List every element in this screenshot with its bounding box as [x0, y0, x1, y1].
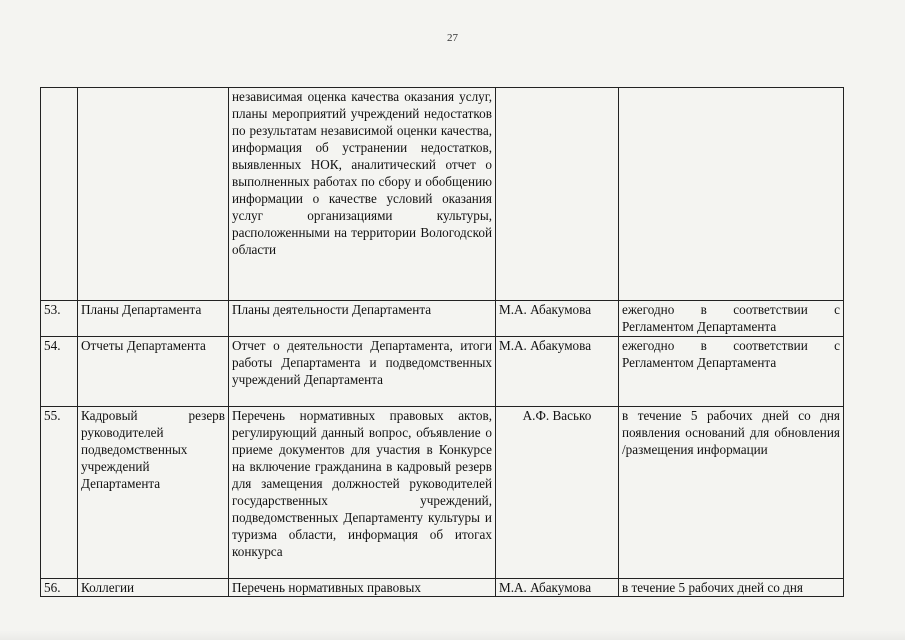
responsible-cell: М.А. Абакумова	[496, 337, 619, 407]
deadline-cell: ежегодно в соответствии с Регламентом Департамента	[619, 301, 844, 337]
table-row	[41, 337, 844, 407]
table-row	[41, 88, 844, 301]
section-name	[78, 88, 229, 301]
documents-cell: Перечень нормативных правовых актов, регулирующий данный вопрос, объявление о приеме документов для участия в Конкурсе на включение гражданина в кадровый резерв для замещения должностей руководителей государственных учреждений, подведомственных Департаменту культуры и туризма области, информация об итогах конкурса	[229, 407, 496, 579]
documents-cell: Перечень нормативных правовых	[229, 579, 496, 597]
row-number: 54.	[41, 337, 78, 407]
row-number	[41, 88, 78, 301]
responsible-cell: М.А. Абакумова	[496, 301, 619, 337]
documents-cell: Планы деятельности Департамента	[229, 301, 496, 337]
deadline-cell	[619, 88, 844, 301]
deadline-cell: в течение 5 рабочих дней со дня появления оснований для обновления /размещения информации	[619, 407, 844, 579]
table-row	[41, 579, 844, 597]
page-edge-shadow	[0, 630, 905, 640]
table-row	[41, 301, 844, 337]
row-number: 56.	[41, 579, 78, 597]
deadline-cell: в течение 5 рабочих дней со дня	[619, 579, 844, 597]
responsible-cell	[496, 88, 619, 301]
documents-cell: Отчет о деятельности Департамента, итоги работы Департамента и подведомственных учреждений Департамента	[229, 337, 496, 407]
section-name: Кадровый резерв руководителей подведомственных учреждений Департамента	[78, 407, 229, 579]
row-number: 53.	[41, 301, 78, 337]
deadline-cell: ежегодно в соответствии с Регламентом Департамента	[619, 337, 844, 407]
section-name: Коллегии	[78, 579, 229, 597]
responsible-cell: А.Ф. Васько	[496, 407, 619, 579]
table-row	[41, 407, 844, 579]
section-name: Планы Департамента	[78, 301, 229, 337]
page-number: 27	[447, 32, 458, 44]
section-name: Отчеты Департамента	[78, 337, 229, 407]
responsible-cell: М.А. Абакумова	[496, 579, 619, 597]
row-number: 55.	[41, 407, 78, 579]
information-table	[40, 87, 844, 597]
documents-cell: независимая оценка качества оказания услуг, планы мероприятий учреждений недостатков по результатам независимой оценки качества, информация об устранении недостатков, выявленных НОК, аналитический отчет о выполненных работах по сбору и обобщению информации о качестве условий оказания услуг организациями культуры, расположенными на территории Вологодской области	[229, 88, 496, 301]
